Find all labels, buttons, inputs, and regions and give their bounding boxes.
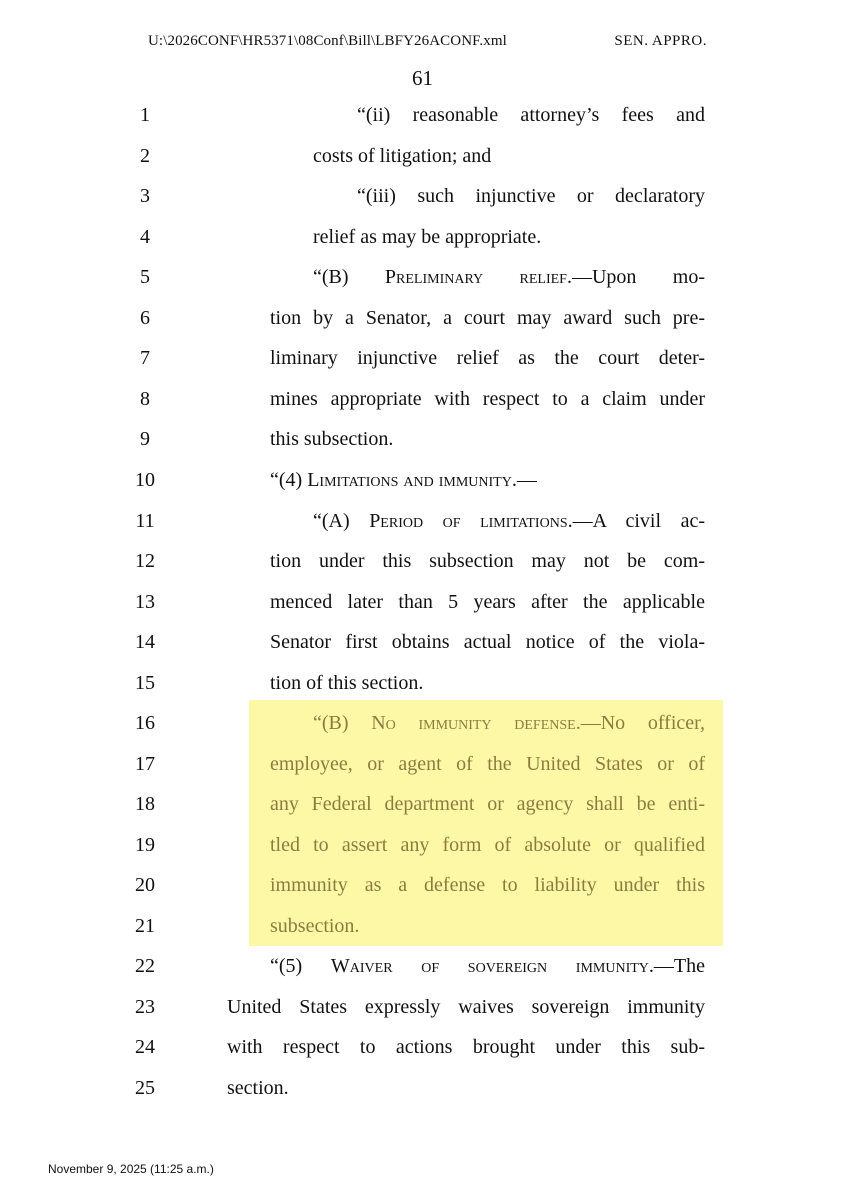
line-number: 4: [140, 226, 150, 248]
line-number: 24: [135, 1036, 155, 1058]
footer-timestamp: November 9, 2025 (11:25 a.m.): [48, 1162, 214, 1176]
text-line: [313, 712, 705, 735]
text-line: “(ii) reasonable attorney’s fees and: [357, 104, 705, 126]
section-heading: Preliminary relief: [384, 266, 567, 288]
paragraph-text: .—No officer,: [575, 712, 705, 734]
text-line: relief as may be appropriate.: [313, 226, 542, 248]
line-number: 19: [135, 834, 155, 856]
text-line: [313, 266, 705, 289]
text-line: tion by a Senator, a court may award such pre-: [270, 307, 705, 329]
text-line: “(iii) such injunctive or declaratory: [357, 185, 705, 207]
paragraph-text: .—The: [648, 955, 706, 977]
line-number: 15: [135, 672, 155, 694]
page-number: 61: [412, 66, 433, 90]
text-line: Senator first obtains actual notice of the viola-: [270, 631, 705, 653]
text-line: [270, 469, 537, 492]
line-number: 1: [140, 104, 150, 126]
text-line: costs of litigation; and: [313, 145, 492, 167]
section-heading: Limitations and immunity: [307, 469, 512, 491]
paragraph-text: .—: [511, 469, 537, 491]
highlight: [249, 700, 723, 946]
line-number: 11: [135, 510, 155, 532]
text-line: this subsection.: [270, 428, 394, 450]
paragraph-text: .—Upon mo-: [566, 266, 705, 288]
text-line: tion of this section.: [270, 672, 424, 694]
text-line: tion under this subsection may not be com-: [270, 550, 705, 572]
line-number: 7: [140, 347, 150, 369]
section-heading: Waiver of sovereign immunity: [330, 955, 649, 977]
line-number: 17: [135, 753, 155, 775]
text-line: [270, 955, 705, 978]
line-number: 12: [135, 550, 155, 572]
text-line: subsection.: [270, 915, 360, 937]
text-line: any Federal department or agency shall be enti-: [270, 793, 705, 815]
text-line: with respect to actions brought under this sub-: [227, 1036, 705, 1058]
line-number: 5: [140, 266, 150, 288]
line-number: 18: [135, 793, 155, 815]
line-number: 13: [135, 591, 155, 613]
paragraph-prefix: “(B): [313, 712, 372, 734]
file-path: U:\2026CONF\HR5371\08Conf\Bill\LBFY26ACONF.xml: [148, 33, 507, 49]
line-number: 3: [140, 185, 150, 207]
line-number: 16: [135, 712, 155, 734]
line-number: 25: [135, 1077, 155, 1099]
text-line: immunity as a defense to liability under this: [270, 874, 705, 896]
line-number: 10: [135, 469, 155, 491]
text-line: mines appropriate with respect to a claim under: [270, 388, 705, 410]
line-number: 9: [140, 428, 150, 450]
line-number: 6: [140, 307, 150, 329]
text-line: tled to assert any form of absolute or qualified: [270, 834, 705, 856]
committee-label: SEN. APPRO.: [614, 33, 707, 49]
line-number: 22: [135, 955, 155, 977]
line-number: 2: [140, 145, 150, 167]
text-line: United States expressly waives sovereign immunity: [227, 996, 705, 1018]
text-line: [313, 510, 705, 533]
line-number: 14: [135, 631, 155, 653]
paragraph-prefix: “(5): [270, 955, 331, 977]
paragraph-prefix: “(4): [270, 469, 308, 491]
line-number: 20: [135, 874, 155, 896]
text-line: employee, or agent of the United States or of: [270, 753, 705, 775]
line-number: 21: [135, 915, 155, 937]
line-number: 8: [140, 388, 150, 410]
text-line: liminary injunctive relief as the court deter-: [270, 347, 705, 369]
paragraph-text: .—A civil ac-: [567, 510, 705, 532]
paragraph-prefix: “(B): [313, 266, 385, 288]
text-line: menced later than 5 years after the applicable: [270, 591, 705, 613]
paragraph-prefix: “(A): [313, 510, 370, 532]
text-line: section.: [227, 1077, 289, 1099]
section-heading: No immunity defense: [371, 712, 576, 734]
line-number: 23: [135, 996, 155, 1018]
section-heading: Period of limitations: [369, 510, 568, 532]
